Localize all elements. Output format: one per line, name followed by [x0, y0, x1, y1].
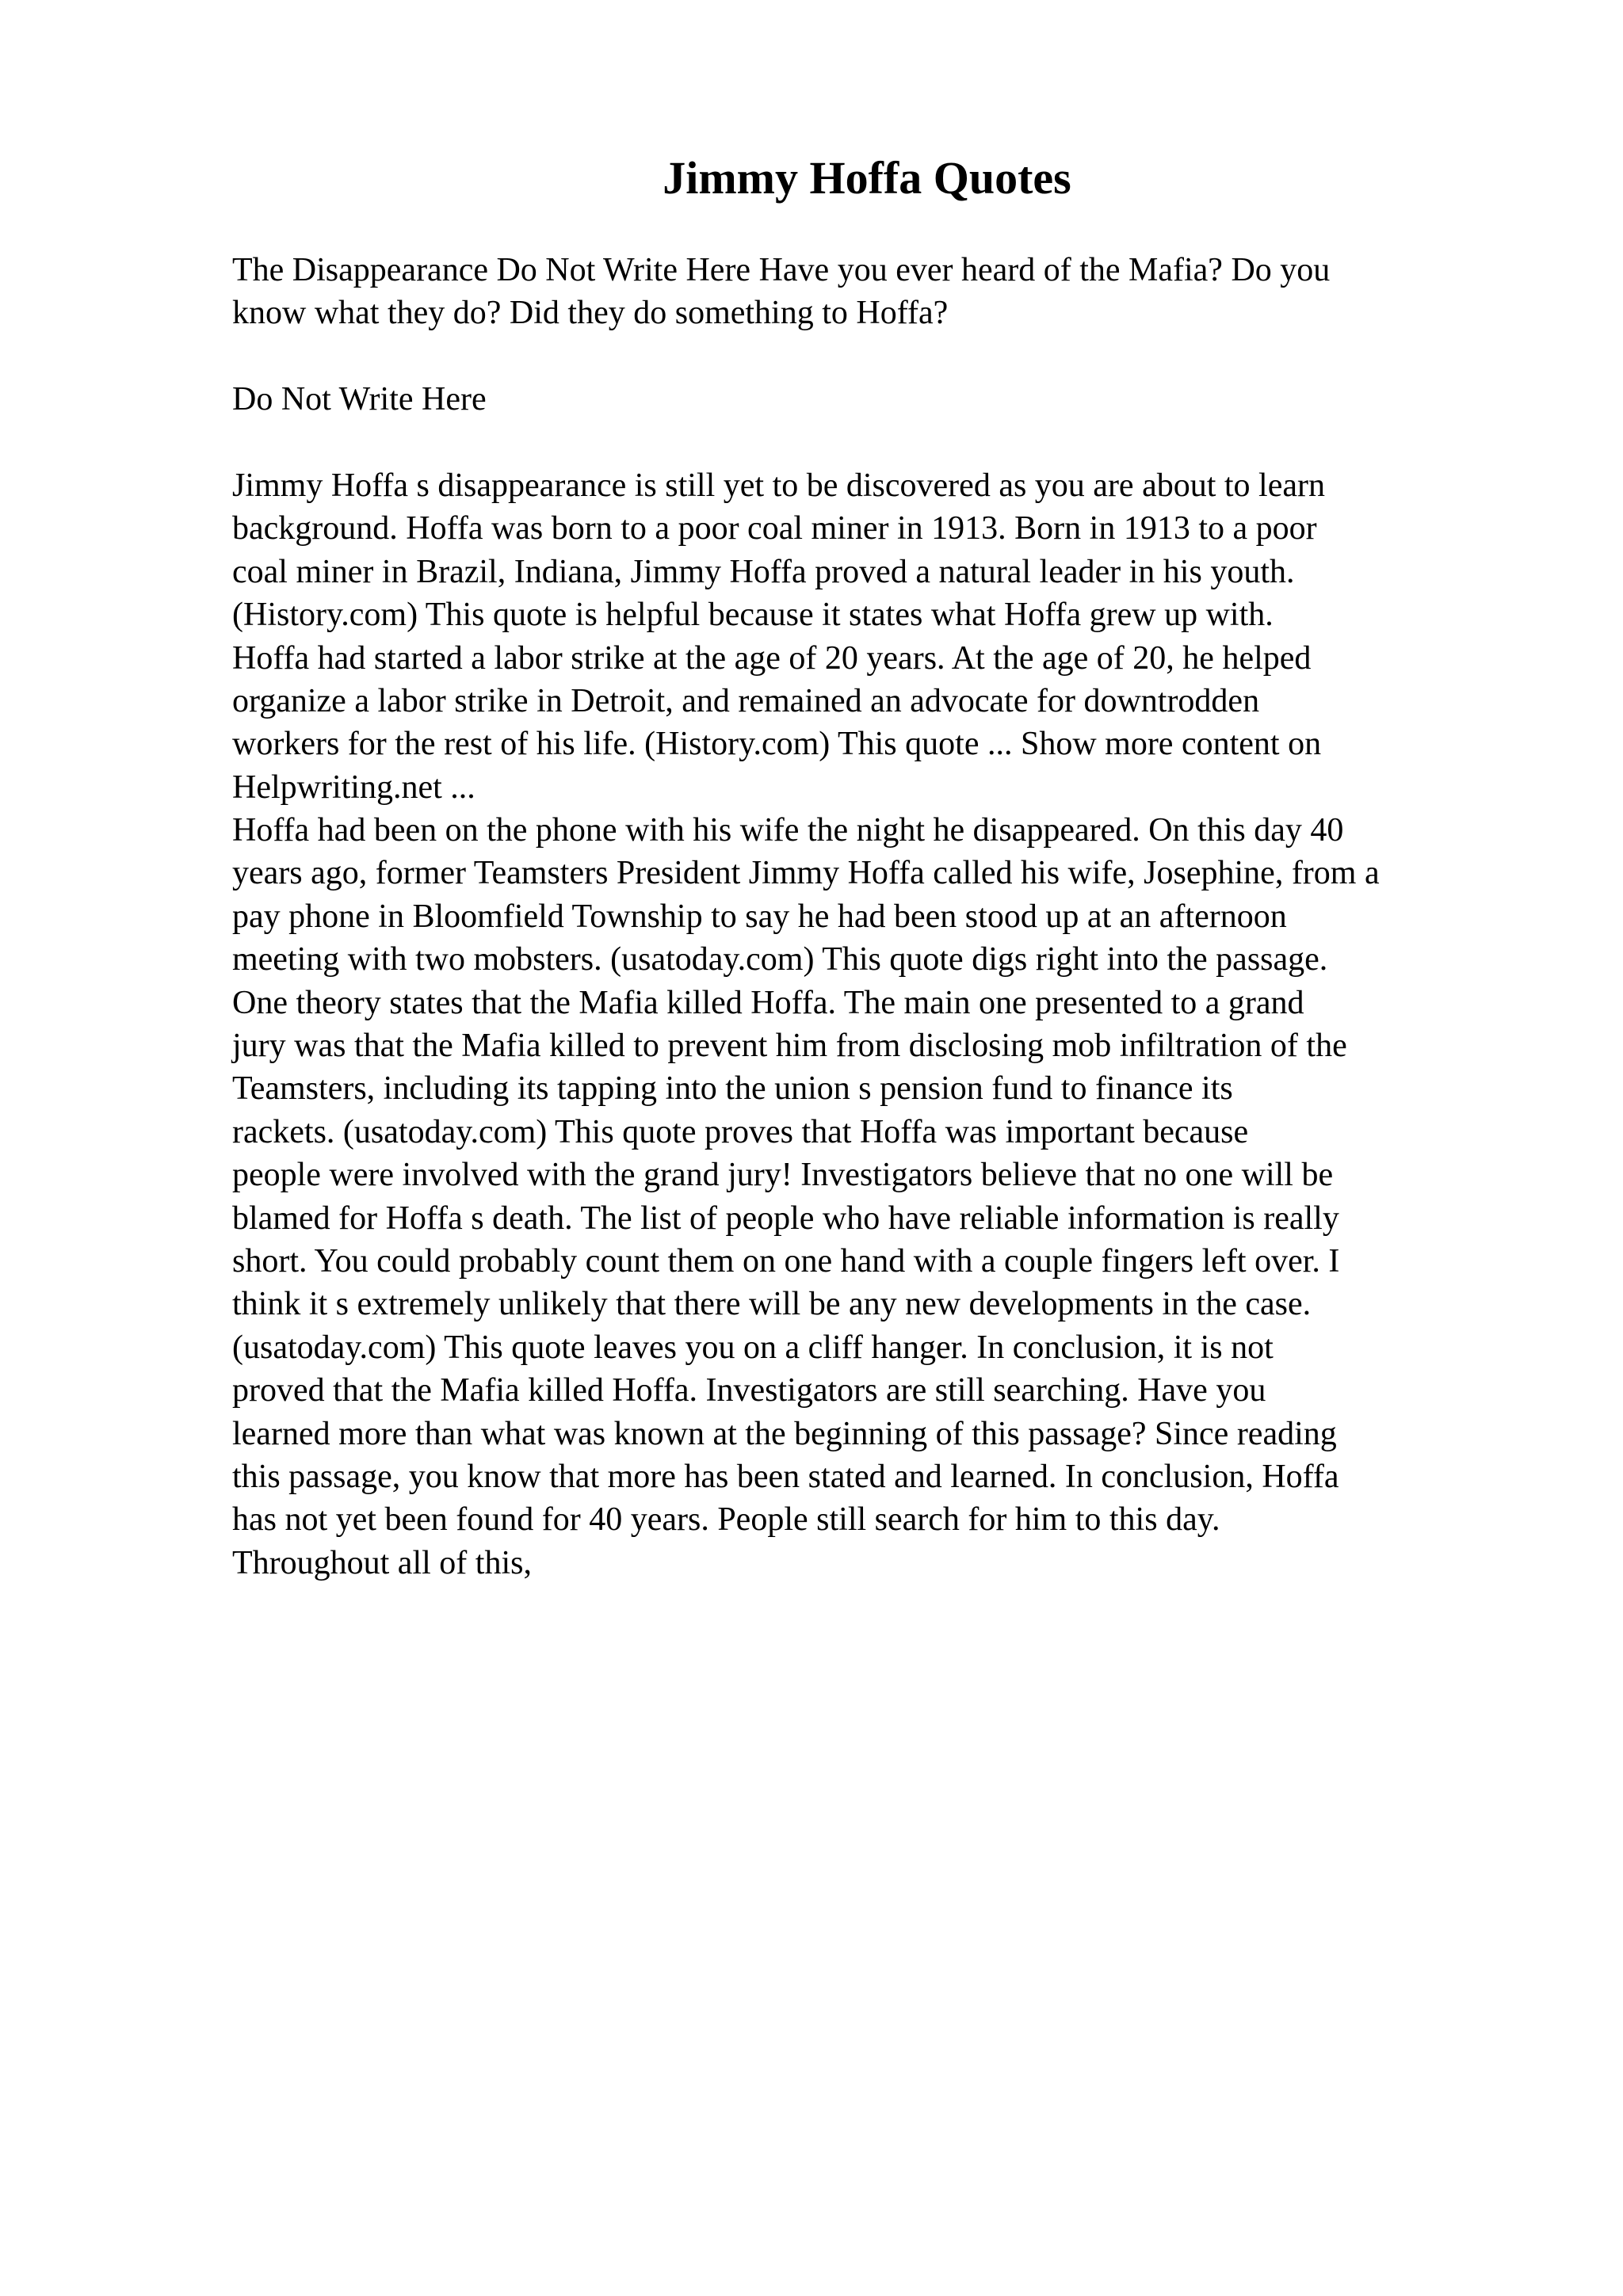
- paragraph-gap: [232, 335, 1532, 378]
- body-line: rackets. (usatoday.com) This quote proves that Hoffa was important because: [232, 1113, 1249, 1150]
- body-line: jury was that the Mafia killed to prevent him from disclosing mob infiltration of the: [232, 1028, 1347, 1065]
- body-line: (usatoday.com) This quote leaves you on a cliff hanger. In conclusion, it is not: [232, 1329, 1274, 1366]
- paragraph-gap: [232, 421, 1532, 464]
- body-line: Helpwriting.net ...: [232, 769, 475, 806]
- document-body: [232, 249, 1532, 1585]
- body-line: years ago, former Teamsters President Jimmy Hoffa called his wife, Josephine, from a: [232, 855, 1380, 892]
- body-line: learned more than what was known at the beginning of this passage? Since reading: [232, 1415, 1337, 1452]
- body-line: One theory states that the Mafia killed Hoffa. The main one presented to a grand: [232, 984, 1304, 1021]
- body-line: Hoffa had been on the phone with his wife the night he disappeared. On this day 40: [232, 812, 1344, 849]
- body-line: meeting with two mobsters. (usatoday.com) This quote digs right into the passage.: [232, 941, 1328, 978]
- body-line: Teamsters, including its tapping into the union s pension fund to finance its: [232, 1070, 1233, 1108]
- document-title: Jimmy Hoffa Quotes: [663, 152, 1071, 204]
- body-line: this passage, you know that more has been stated and learned. In conclusion, Hoffa: [232, 1458, 1339, 1495]
- body-paragraphs: [232, 464, 1532, 1585]
- body-line: people were involved with the grand jury! Investigators believe that no one will be: [232, 1157, 1334, 1194]
- body-line: has not yet been found for 40 years. People still search for him to this day.: [232, 1501, 1220, 1539]
- body-line: blamed for Hoffa s death. The list of people who have reliable information is really: [232, 1199, 1339, 1237]
- body-line: proved that the Mafia killed Hoffa. Investigators are still searching. Have you: [232, 1372, 1266, 1409]
- body-line: background. Hoffa was born to a poor coal miner in 1913. Born in 1913 to a poor: [232, 510, 1317, 547]
- body-line: think it s extremely unlikely that there will be any new developments in the case.: [232, 1286, 1312, 1323]
- body-line: pay phone in Bloomfield Township to say he had been stood up at an afternoon: [232, 898, 1287, 935]
- body-line: Jimmy Hoffa s disappearance is still yet to be discovered as you are about to learn: [232, 467, 1325, 504]
- body-line: workers for the rest of his life. (History.com) This quote ... Show more content on: [232, 726, 1322, 763]
- intro-line: know what they do? Did they do something to Hoffa?: [232, 295, 949, 332]
- body-line: Throughout all of this,: [232, 1544, 532, 1581]
- body-line: organize a labor strike in Detroit, and remained an advocate for downtrodden: [232, 682, 1260, 719]
- body-line: Hoffa had started a labor strike at the age of 20 years. At the age of 20, he helped: [232, 639, 1312, 677]
- note-line: Do Not Write Here: [232, 381, 487, 418]
- intro-line: The Disappearance Do Not Write Here Have you ever heard of the Mafia? Do you: [232, 252, 1331, 288]
- body-line: short. You could probably count them on one hand with a couple fingers left over. I: [232, 1242, 1340, 1280]
- body-line: coal miner in Brazil, Indiana, Jimmy Hoffa proved a natural leader in his youth.: [232, 553, 1295, 590]
- body-line: (History.com) This quote is helpful because it states what Hoffa grew up with.: [232, 597, 1274, 634]
